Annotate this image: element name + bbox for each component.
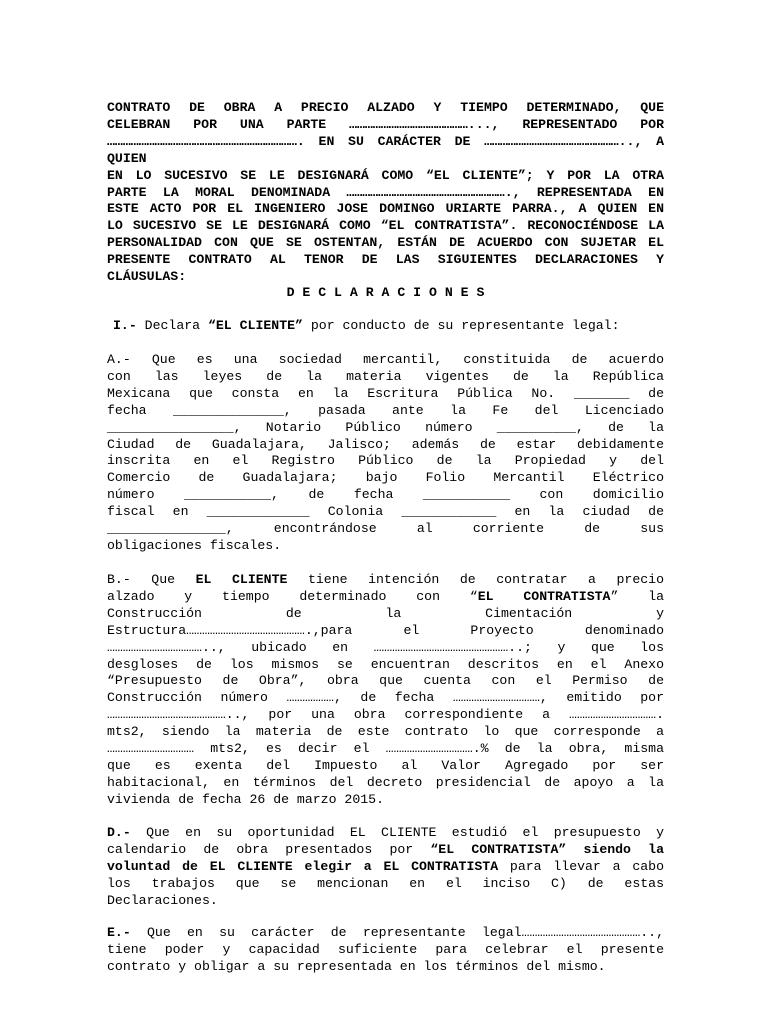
para-line: mts2, siendo la materia de este contrato lo que corresponde a — [107, 724, 664, 740]
declaration-b — [107, 572, 664, 809]
para-line: obligaciones fiscales. — [107, 537, 282, 553]
para-line: “Presupuesto de Obra”, obra que cuenta con el Permiso de — [107, 673, 664, 689]
para-line: ……………………………………….., por una obra correspondiente a ……………………………. — [107, 707, 664, 723]
intro-line: EN LO SUCESIVO SE LE DESIGNARÁ COMO “EL CLIENTE”; Y POR LA OTRA — [107, 167, 664, 183]
para-line: _______________, encontrándose al corriente de sus — [107, 521, 664, 537]
para-line: Comercio de Guadalajara; bajo Folio Mercantil Eléctrico — [107, 470, 664, 486]
intro-line: LO SUCESIVO SE LE DESIGNARÁ COMO “EL CONTRATISTA”. RECONOCIÉNDOSE LA — [107, 218, 664, 234]
para-line: fiscal en _____________ Colonia ____________ en la ciudad de — [107, 504, 664, 520]
para-line: habitacional, en términos del decreto presidencial de apoyo a la — [107, 774, 664, 790]
section-i-label: I.- — [113, 318, 137, 333]
para-line: voluntad de EL CLIENTE elegir a EL CONTRATISTA para llevar a cabo — [107, 858, 664, 874]
declaration-a — [107, 352, 664, 555]
para-line: A.- Que es una sociedad mercantil, constituida de acuerdo — [107, 352, 664, 367]
para-line: B.- Que EL CLIENTE tiene intención de contratar a precio — [107, 572, 665, 587]
intro-line: PARTE LA MORAL DENOMINADA ……………………………………………………., REPRESENTADA EN — [107, 184, 664, 200]
para-line: Construcción de la Cimentación y — [107, 605, 664, 621]
para-line: ……………………………….., ubicado en ……………………………………………..; y que los — [107, 639, 664, 655]
para-line: Mexicana que consta en la Escritura Pública No. _______ de — [107, 385, 664, 401]
client-name: “EL CLIENTE” — [207, 318, 303, 333]
contract-intro — [107, 100, 664, 286]
declaration-d — [107, 825, 664, 910]
para-line: Construcción número ………………, de fecha ……………………………, emitido por — [107, 690, 664, 706]
para-line: …………………………… mts2, es decir el …………………………….% de la obra, misma — [107, 741, 664, 757]
para-line: número ___________, de fecha ___________ con domicilio — [107, 487, 664, 503]
intro-line: ESTE ACTO POR EL INGENIERO JOSE DOMINGO URIARTE PARRA., A QUIEN EN — [107, 201, 664, 217]
intro-line: PRESENTE CONTRATO AL TENOR DE LAS SIGUIENTES DECLARACIONES Y — [107, 252, 664, 268]
intro-line: CLÁUSULAS: — [107, 269, 187, 285]
declaration-e — [107, 925, 664, 976]
para-line: calendario de obra presentados por “EL CONTRATISTA” siendo la — [107, 841, 664, 857]
para-line: D.- Que en su oportunidad EL CLIENTE estudió el presupuesto y — [107, 825, 664, 840]
para-line: inscrita en el Registro Público de la Propiedad y del — [107, 453, 664, 469]
intro-line: PERSONALIDAD CON QUE SE OSTENTAN, ESTÁN DE ACUERDO CON SUJETAR EL — [107, 235, 664, 251]
para-line: ________________, Notario Público número __________, de la — [107, 419, 664, 435]
declarations-heading: D E C L A R A C I O N E S — [286, 285, 485, 300]
para-line: vivienda de fecha 26 de marzo 2015. — [107, 791, 384, 807]
section-i: I.- Declara “EL CLIENTE” por conducto de su representante legal: — [113, 318, 620, 333]
para-line: Declaraciones. — [107, 892, 218, 908]
para-line: los trabajos que se mencionan en el inciso C) de estas — [107, 875, 664, 891]
intro-line: ………………………………………………………………. EN SU CARÁCTER DE …………………………………………….., A QUIEN — [107, 133, 664, 166]
para-line: Ciudad de Guadalajara, Jalisco; además de estar debidamente — [107, 436, 664, 452]
para-line: contrato y obligar a su representada en los términos del mismo. — [107, 958, 606, 974]
para-line: fecha ______________, pasada ante la Fe del Licenciado — [107, 402, 664, 418]
para-line: E.- Que en su carácter de representante legal……………………………………….., — [107, 925, 664, 940]
para-line: alzado y tiempo determinado con “EL CONTRATISTA” la — [107, 588, 665, 604]
para-line: Estructura……………………………………….,para el Proyecto denominado — [107, 622, 664, 638]
para-line: tiene poder y capacidad suficiente para celebrar el presente — [107, 941, 664, 957]
para-line: que es exenta del Impuesto al Valor Agregado por ser — [107, 757, 664, 773]
intro-line: CELEBRAN POR UNA PARTE ………………………………………..., REPRESENTADO POR — [107, 116, 664, 132]
intro-line: CONTRATO DE OBRA A PRECIO ALZADO Y TIEMPO DETERMINADO, QUE — [107, 100, 664, 115]
para-line: con las leyes de la materia vigentes de la República — [107, 368, 664, 384]
para-line: desgloses de los mismos se encuentran descritos en el Anexo — [107, 656, 664, 672]
